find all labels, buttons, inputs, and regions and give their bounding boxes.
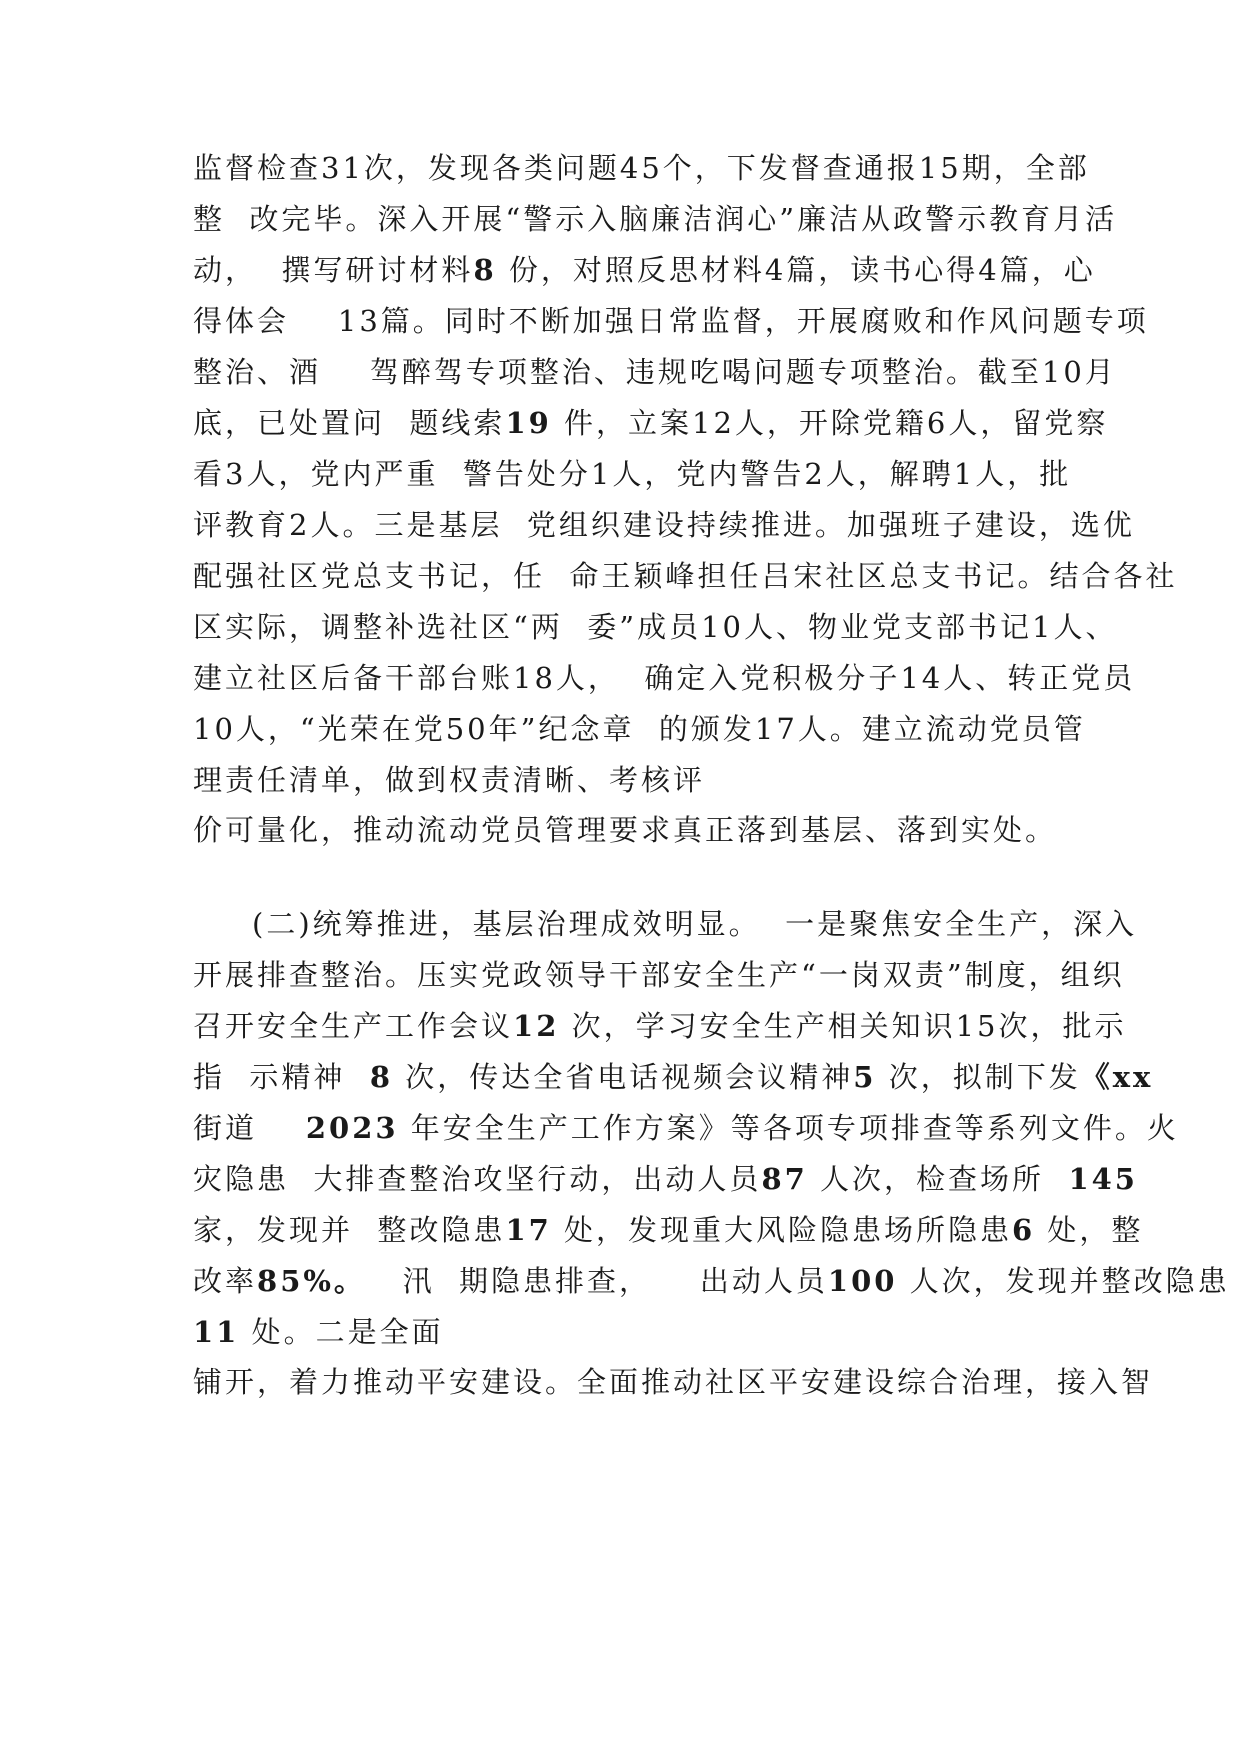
text-span: 改率: [193, 1264, 258, 1298]
percentage-bold: 85%。: [257, 1264, 366, 1298]
number-bold: 87: [761, 1162, 808, 1196]
text-span: 次，传达全省电话视频会议精神: [393, 1060, 854, 1094]
text-line: 铺开，着力推动平安建设。全面推动社区平安建设综合治理，接入智: [193, 1365, 1154, 1399]
number-bold: 12: [513, 1009, 560, 1043]
text-line: 10人，“光荣在党50年”纪念章 的颁发17人。建立流动党员管: [193, 712, 1086, 746]
text-line: [193, 1059, 1153, 1095]
number-bold: 6: [1012, 1213, 1036, 1247]
text-span: 次，学习安全生产相关知识15次，批示: [559, 1009, 1127, 1043]
paragraph-heading-line: (二)统筹推进，基层治理成效明显。 一是聚焦安全生产，深入: [252, 907, 1138, 941]
text-span: 汛 期隐患排查， 出动人员: [365, 1264, 828, 1298]
text-span: 灾隐患 大排查整治攻坚行动，出动人员: [193, 1162, 762, 1196]
text-line: [193, 1212, 1143, 1248]
text-line: 建立社区后备干部台账18人， 确定入党积极分子14人、转正党员: [193, 661, 1136, 695]
text-line: [193, 1314, 444, 1350]
text-span: 家，发现并 整改隐患: [193, 1213, 506, 1247]
number-bold: 8: [473, 253, 497, 287]
text-line: [193, 1110, 1179, 1146]
text-span: 召开安全生产工作会议: [193, 1009, 514, 1043]
number-bold: 17: [505, 1213, 552, 1247]
number-bold: 11: [193, 1315, 240, 1349]
text-span: 人次，发现并整改隐患: [897, 1264, 1230, 1298]
text-line: 得体会 13篇。同时不断加强日常监督，开展腐败和作风问题专项: [193, 304, 1149, 338]
text-line: 区实际，调整补选社区“两 委”成员10人、物业党支部书记1人、: [193, 610, 1118, 644]
text-line: 理责任清单，做到权责清晰、考核评: [193, 763, 706, 797]
text-line: [193, 1161, 1138, 1197]
text-line: 看3人，党内严重 警告处分1人，党内警告2人，解聘1人，批: [193, 457, 1072, 491]
text-line: 整 改完毕。深入开展“警示入脑廉洁润心”廉洁从政警示教育月活: [193, 202, 1118, 236]
text-span: 年安全生产工作方案》等各项专项排查等系列文件。火: [398, 1111, 1179, 1145]
text-line: 整治、酒 驾醉驾专项整治、违规吃喝问题专项整治。截至10月: [193, 355, 1117, 389]
text-span: 底，已处置问 题线索: [193, 406, 506, 440]
text-line: [193, 252, 1096, 288]
text-line: 评教育2人。三是基层 党组织建设持续推进。加强班子建设，选优: [193, 508, 1135, 542]
number-bold: 2023: [305, 1111, 399, 1145]
number-bold: 145: [1068, 1162, 1138, 1196]
text-span: 次，拟制下发: [876, 1060, 1081, 1094]
text-line: [193, 1263, 1230, 1299]
text-span: 指 示精神: [193, 1060, 370, 1094]
number-bold: 100: [827, 1264, 898, 1298]
text-line: [193, 405, 1108, 441]
text-span: 处，发现重大风险隐患场所隐患: [551, 1213, 1013, 1247]
document-title-bold: 《xx: [1080, 1060, 1154, 1094]
number-bold: 8: [369, 1060, 394, 1094]
text-line: 价可量化，推动流动党员管理要求真正落到基层、落到实处。: [193, 813, 1058, 847]
text-span: 人次，检查场所: [807, 1162, 1069, 1196]
text-line: 开展排查整治。压实党政领导干部安全生产“一岗双责”制度，组织: [193, 958, 1125, 992]
text-span: 处。二是全面: [239, 1315, 444, 1349]
text-span: 处，整: [1035, 1213, 1144, 1247]
text-span: 件，立案12人，开除党籍6人，留党察: [551, 406, 1109, 440]
text-span: 份，对照反思材料4篇，读书心得4篇，心: [496, 253, 1096, 287]
text-line: [193, 1008, 1127, 1044]
number-bold: 5: [853, 1060, 877, 1094]
text-span: 动， 撰写研讨材料: [193, 253, 474, 287]
number-bold: 19: [505, 406, 552, 440]
text-line: 配强社区党总支书记，任 命王颖峰担任吕宋社区总支书记。结合各社: [193, 559, 1178, 593]
text-span: 街道: [193, 1111, 306, 1145]
text-line: 监督检查31次，发现各类问题45个，下发督查通报15期，全部: [193, 151, 1090, 185]
